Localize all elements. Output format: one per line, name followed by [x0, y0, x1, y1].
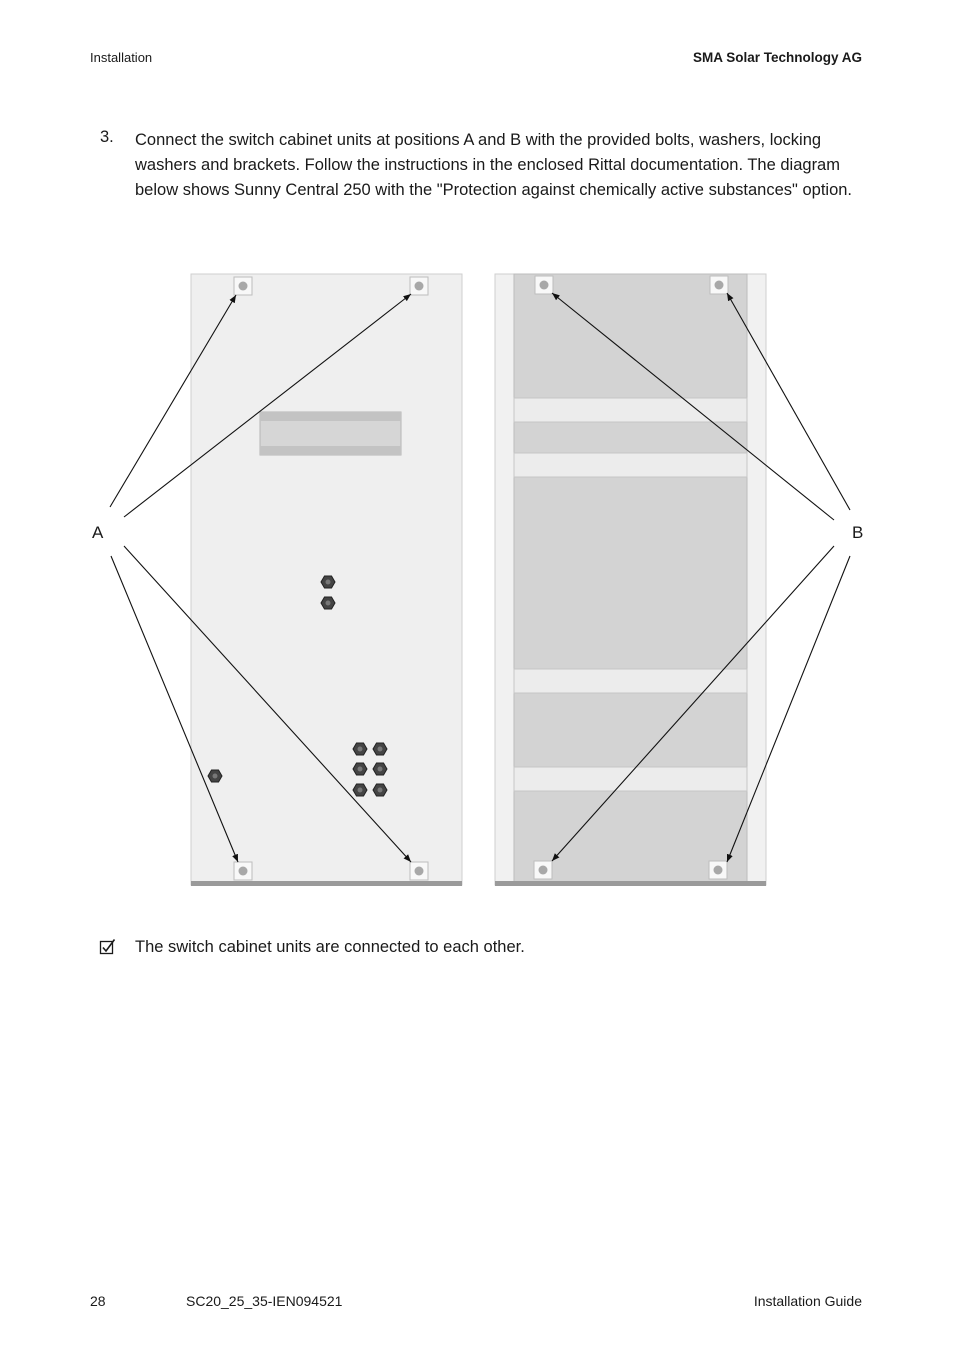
bracket-right-bottom-2 [709, 861, 727, 879]
left-cabinet [191, 274, 462, 886]
bracket-right-top-1 [535, 276, 553, 294]
footer-document-id: SC20_25_35-IEN094521 [186, 1293, 343, 1309]
bracket-right-top-2 [710, 276, 728, 294]
step-text: Connect the switch cabinet units at positions A and B with the provided bolts, washers, locking washers and brackets. Follow the instructions in the enclosed Rittal documentation. The diagram below shows Sunny Central 250 with the "Protection against chemically active substances" option. [135, 131, 853, 199]
result-text: The switch cabinet units are connected to each other. [135, 938, 525, 956]
footer-page-number: 28 [90, 1293, 106, 1309]
bracket-left-bottom-2 [410, 862, 428, 880]
label-a: A [92, 523, 104, 542]
checkbox-checked-icon [99, 938, 117, 961]
label-b: B [852, 523, 864, 542]
din-rail [260, 412, 401, 455]
bracket-right-bottom-1 [534, 861, 552, 879]
bracket-left-bottom-1 [234, 862, 252, 880]
step-number: 3. [100, 128, 114, 146]
right-cabinet [495, 274, 766, 886]
footer-guide-title: Installation Guide [753, 1293, 862, 1309]
header-company: SMA Solar Technology AG [692, 50, 862, 65]
header-section: Installation [90, 50, 153, 65]
bracket-left-top-1 [234, 277, 252, 295]
cabinet-diagram [80, 266, 880, 896]
bracket-left-top-2 [410, 277, 428, 295]
